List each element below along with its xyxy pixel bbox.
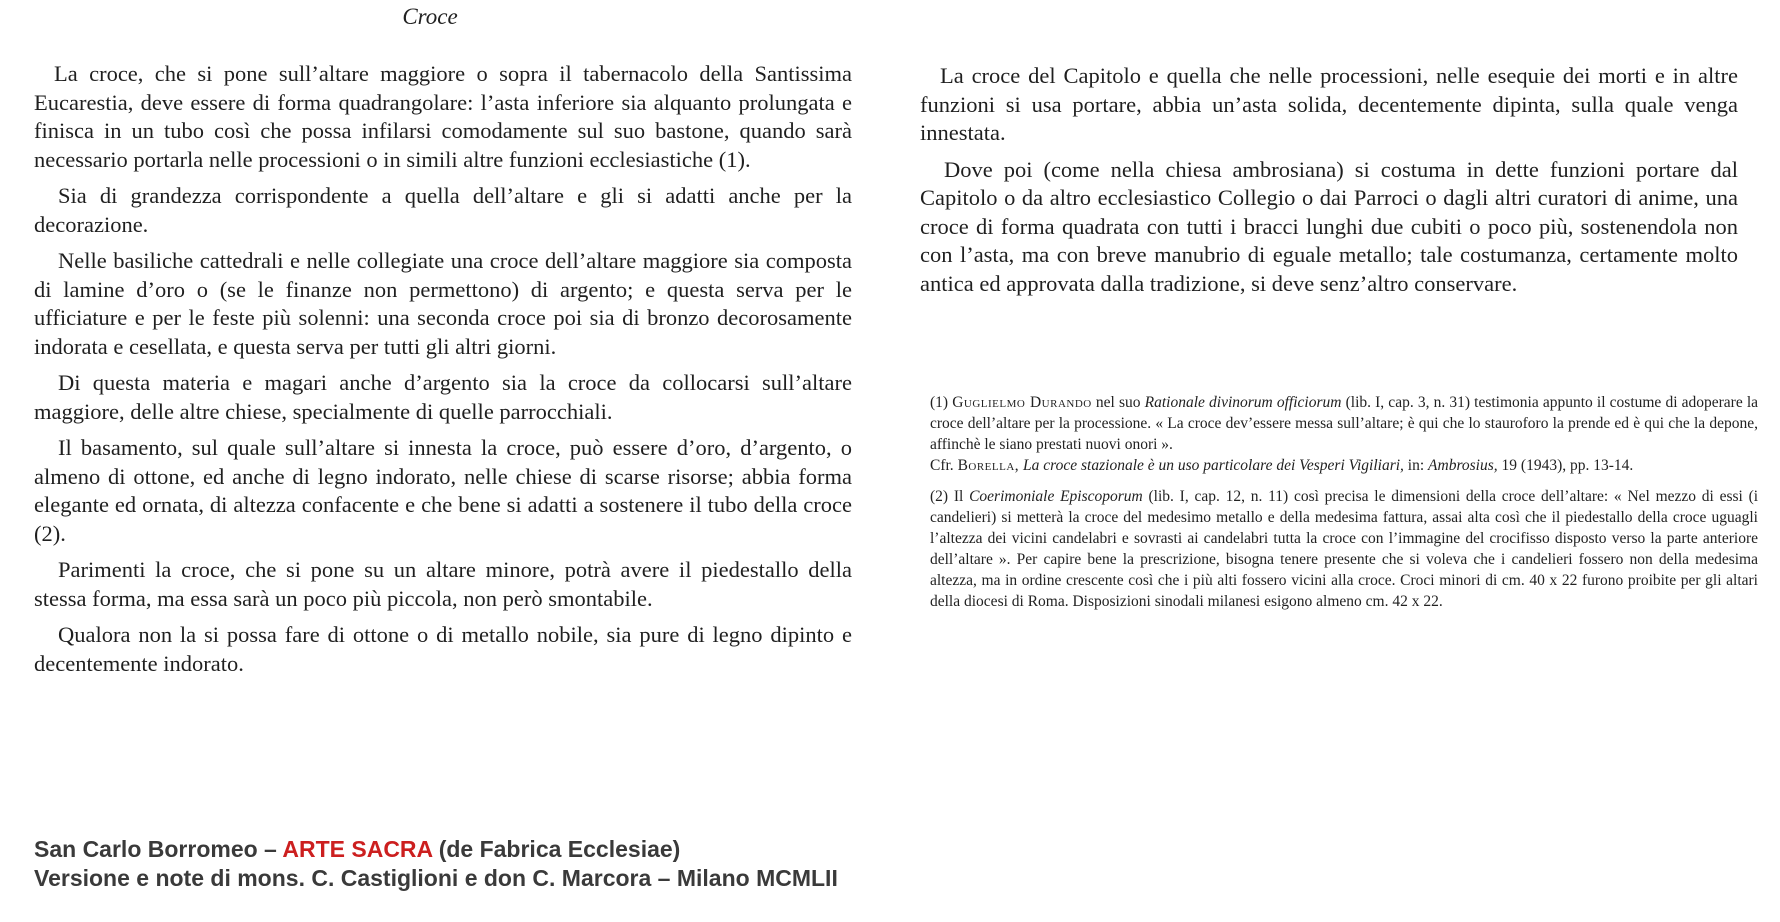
footnote-text: Cfr. <box>930 457 954 474</box>
paragraph: Di questa materia e magari anche d’argento sia la croce da collocarsi sull’altare maggiore, delle altre chiese, specialmente di quelle parrocchiali. <box>34 370 852 424</box>
paragraph: Sia di grandezza corrispondente a quella dell’altare e gli si adatti anche per la decorazione. <box>34 183 852 237</box>
footnote-journal: Ambrosius, <box>1428 457 1498 474</box>
paragraph: Parimenti la croce, che si pone su un altare minore, potrà avere il piedestallo della stessa forma, ma essa sarà un poco più piccola, non però smontabile. <box>34 557 852 611</box>
footnote-text: in: <box>1407 457 1425 474</box>
footnote-number: (2) <box>930 488 949 505</box>
paragraph: Il basamento, sul quale sull’altare si innesta la croce, può essere d’oro, d’argento, o almeno di ottone, ed anche di legno indorato, nelle chiese di scarse risorse; abbia forma elegante ed ornata, di altezza confacente e che bene si adatti a sostenere il tubo della croce (2). <box>34 435 852 546</box>
right-column <box>920 62 1738 306</box>
source-caption <box>34 835 838 893</box>
paragraph: Dove poi (come nella chiesa ambrosiana) si costuma in dette funzioni portare dal Capitolo o da altro ecclesiastico Collegio o dai Parroci o dagli altri curatori di anime, una croce di forma quadrata con tutti i bracci lunghi due cubiti o poco più, sostenendola non con l’asta, ma con breve manubrio di eguale metallo; tale costumanza, certamente molto antica ed approvata dalla tradizione, si deve senz’altro conservare. <box>920 156 1738 296</box>
footnote-text: (lib. I, cap. 3, n. 31) testimonia appunto il costume di adoperare la croce dell’altare per la processione. « La croce dev’essere messa sull’altare; è qui che lo stauroforo la prende ed è qui che la depone, affinchè le siano prestati nuovi onori ». <box>930 394 1759 453</box>
caption-line-2: Versione e note di mons. C. Castiglioni e don C. Marcora – Milano MCMLII <box>34 865 838 891</box>
paragraph: La croce del Capitolo e quella che nelle processioni, nelle esequie dei morti e in altre funzioni si usa portare, abbia un’asta solida, decentemente dipinta, sulla quale venga innestata. <box>920 63 1738 145</box>
footnote-1-reference <box>930 455 1758 476</box>
footnote-title: Coerimoniale Episcoporum <box>969 488 1143 505</box>
footnote-1 <box>930 392 1758 455</box>
caption-title: ARTE SACRA <box>282 836 433 862</box>
page-header: Croce <box>402 4 458 29</box>
caption-line-1 <box>34 835 838 864</box>
caption-subtitle: (de Fabrica Ecclesiae) <box>432 836 681 862</box>
footnote-number: (1) <box>930 394 949 411</box>
footnote-text: (lib. I, cap. 12, n. 11) così precisa le dimensioni della croce dell’altare: « Nel mezzo di essi (i candelieri) si metterà la croce del medesimo metallo e della medesima fattura, assai alta così che il piedestallo della croce uguagli l’altezza dei vicini candelabri e sovrasti ai candelabri tutta la croce con l’immagine del crocifisso disposto verso la parte anteriore dell’altare ». Per capire bene la prescrizione, bisogna tenere presente che si voleva che i candelieri fossero non della medesima altezza, ma in ordine crescente così che i più alti fossero vicini alla croce. Croci minori di cm. 40 x 22 furono proibite per gli altari della diocesi di Roma. Disposizioni sinodali milanesi esigono almeno cm. 42 x 22. <box>930 488 1759 610</box>
paragraph: Nelle basiliche cattedrali e nelle collegiate una croce dell’altare maggiore sia composta di lamine d’oro o (se le finanze non permettono) di argento; e questa serva per le ufficiature e per le feste più solenni: una seconda croce poi sia di bronzo decorosamente indorata e cesellata, e questa serva per tutti gli altri giorni. <box>34 248 852 359</box>
footnote-author: Borella, <box>957 457 1020 474</box>
left-column <box>34 60 852 686</box>
footnote-author: Guglielmo Durando <box>952 394 1092 411</box>
footnote-text: Il <box>953 488 964 505</box>
footnote-text: 19 (1943), pp. 13-14. <box>1501 457 1634 474</box>
paragraph: La croce, che si pone sull’altare maggiore o sopra il tabernacolo della Santissima Eucarestia, deve essere di forma quadrangolare: l’asta inferiore sia alquanto prolungata e finisca in un tubo così che possa infilarsi comodamente sul suo bastone, quando sarà necessario portarla nelle processioni o in simili altre funzioni ecclesiastiche (1). <box>34 61 852 172</box>
footnote-text: nel suo <box>1095 394 1141 411</box>
footnote-title: Rationale divinorum officiorum <box>1144 394 1342 411</box>
footnote-title: La croce stazionale è un uso particolare dei Vesperi Vigiliari, <box>1023 457 1404 474</box>
paragraph: Qualora non la si possa fare di ottone o di metallo nobile, sia pure di legno dipinto e decentemente indorato. <box>34 622 852 676</box>
caption-author: San Carlo Borromeo – <box>34 836 283 862</box>
footnote-2 <box>930 486 1758 612</box>
footnotes <box>930 392 1758 612</box>
